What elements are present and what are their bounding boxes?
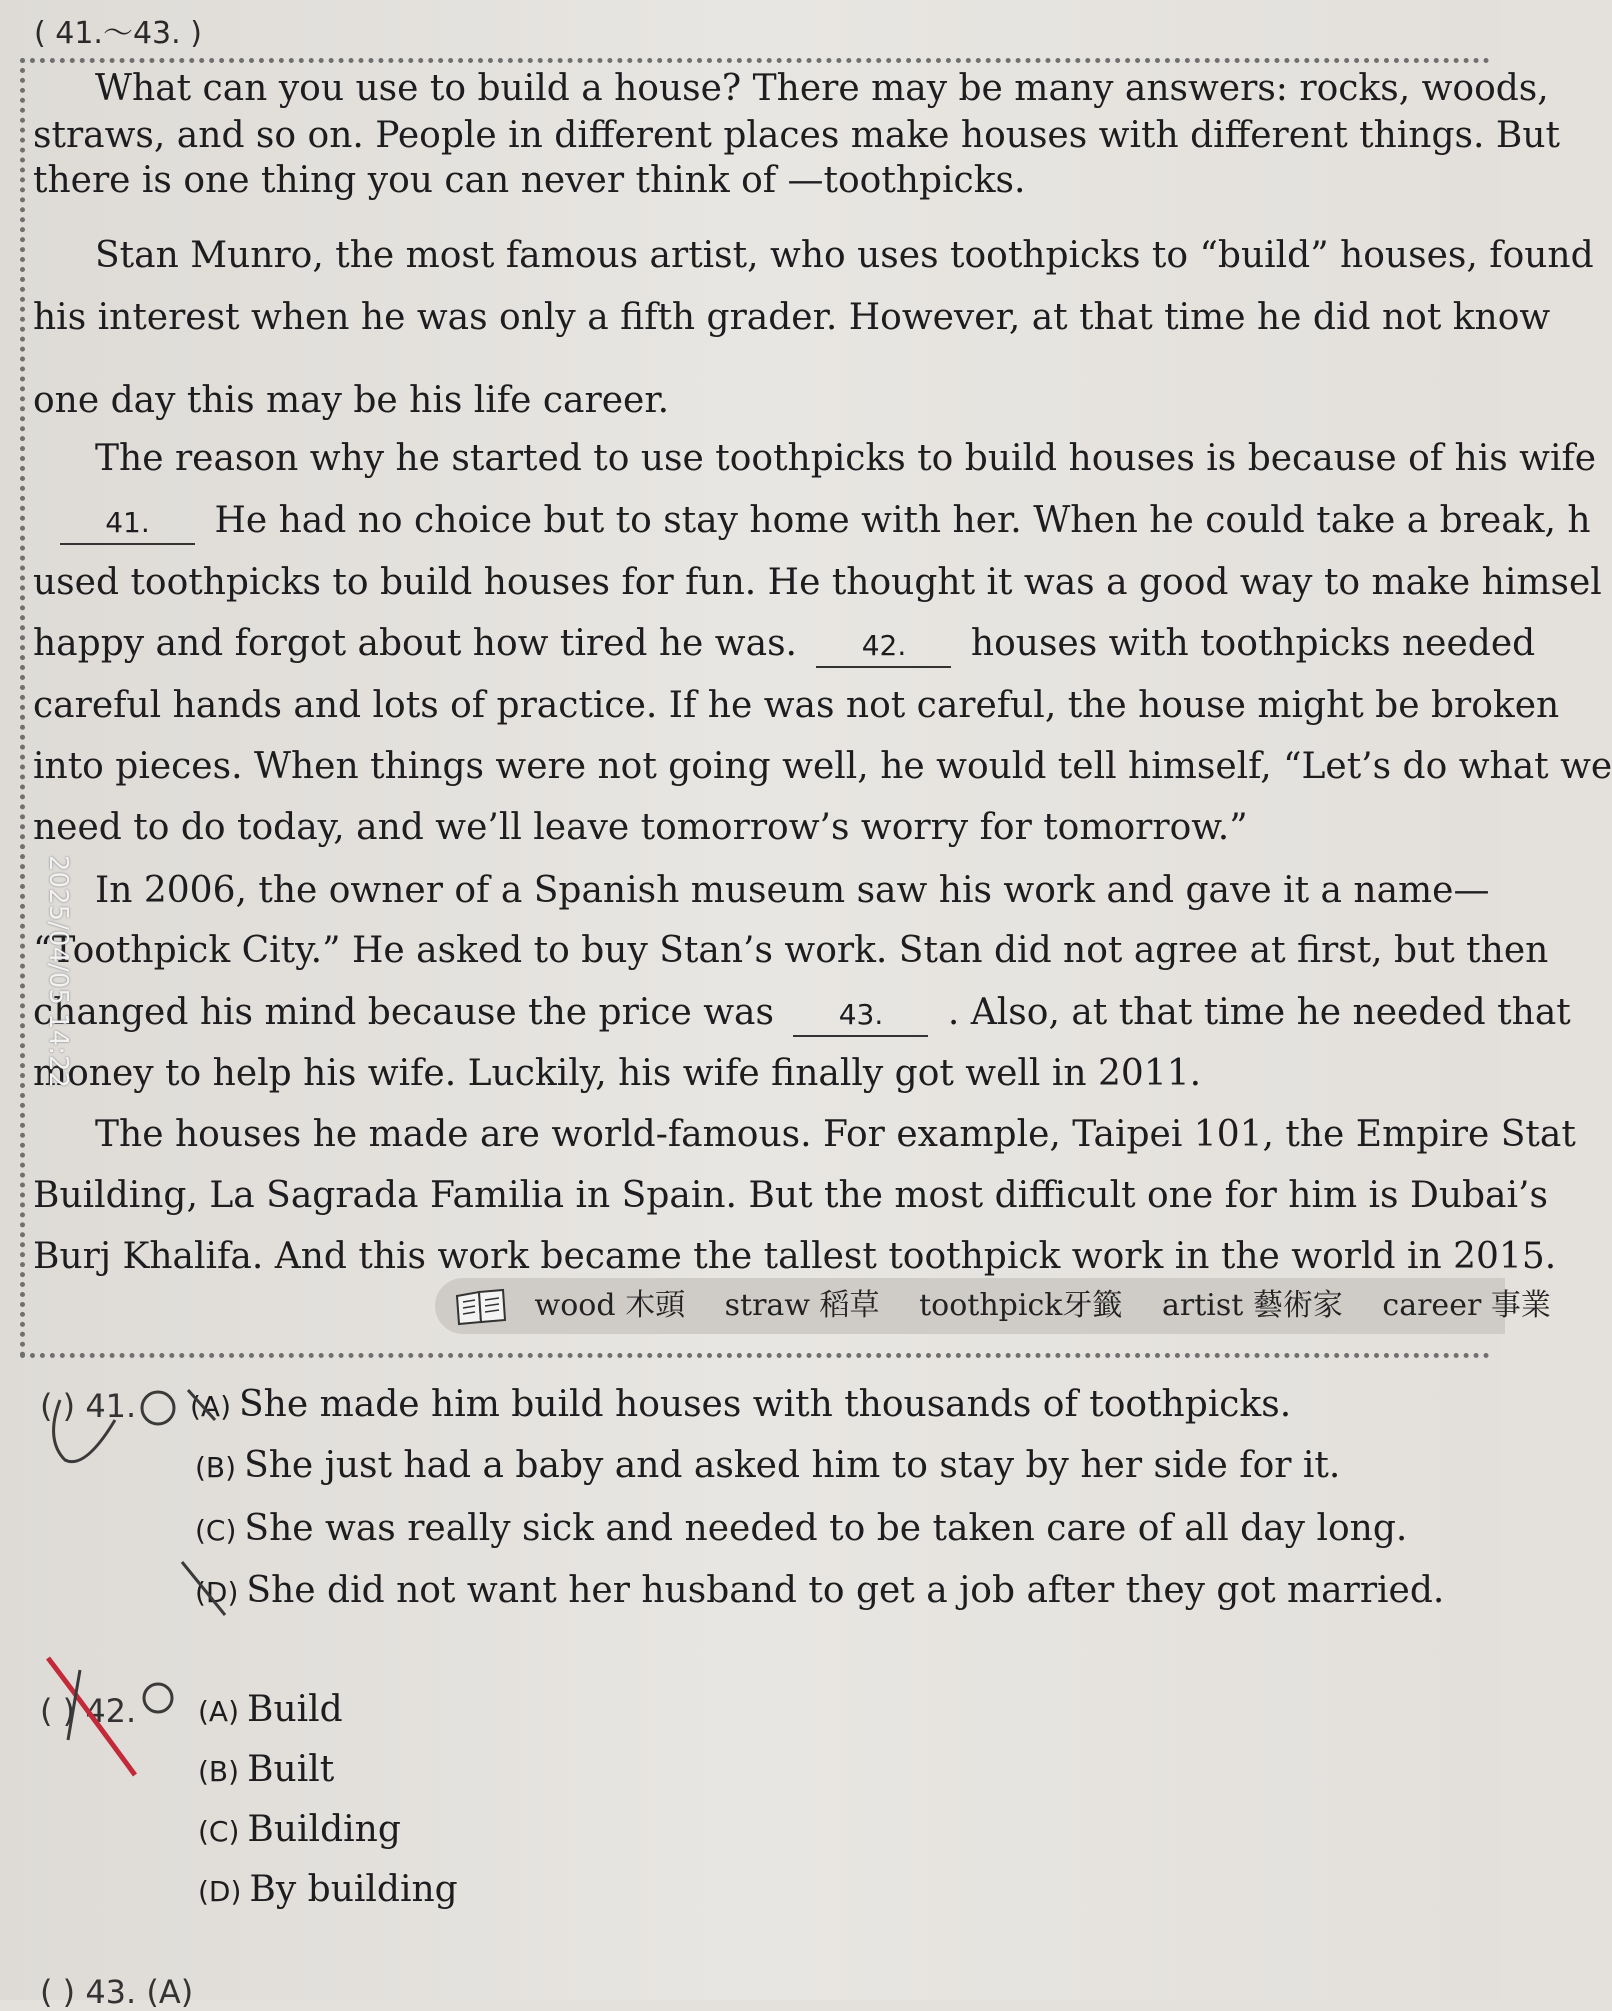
passage-line: his interest when he was only a fifth grader. However, at that time he did not know [33, 297, 1551, 338]
photo-date-stamp: 2025/04/05 14:22 [43, 855, 73, 1089]
vocab-item: artist 藝術家 [1161, 1288, 1343, 1323]
option-c[interactable] [198, 1800, 401, 1862]
option-a[interactable] [190, 1375, 1291, 1437]
blank-41[interactable]: 41. [60, 503, 195, 545]
option-letter: (A) [198, 1695, 240, 1728]
option-letter: (B) [198, 1755, 240, 1788]
passage-line: one day this may be his life career. [33, 380, 670, 421]
question-41 [40, 1375, 1480, 1635]
question-number: ( ) 41. [40, 1387, 137, 1425]
question-number: ( ) 42. [40, 1692, 137, 1730]
passage-line-with-blank [33, 613, 1536, 674]
option-text: She just had a baby and asked him to stay by her side for it. [244, 1445, 1341, 1486]
passage-line: careful hands and lots of practice. If he was not careful, the house might be broken [33, 685, 1560, 726]
passage-line: Burj Khalifa. And this work became the tallest toothpick work in the world in 2015. [33, 1236, 1557, 1277]
vocab-item: wood 木頭 [534, 1288, 686, 1323]
passage-text: houses with toothpicks needed [970, 623, 1536, 664]
passage-line: “Toothpick City.” He asked to buy Stan’s work. Stan did not agree at first, but then [33, 930, 1549, 971]
option-letter: (C) [198, 1815, 240, 1848]
book-icon [455, 1288, 507, 1326]
option-text: Building [247, 1809, 401, 1850]
option-text: Build [247, 1689, 343, 1730]
passage-line: In 2006, the owner of a Spanish museum saw his work and gave it a name— [95, 870, 1490, 911]
option-text: She made him build houses with thousands of toothpicks. [239, 1384, 1292, 1425]
question-43-partial [40, 1965, 1480, 2011]
passage-line: used toothpicks to build houses for fun. He thought it was a good way to make himsel [33, 562, 1602, 603]
option-text: By building [249, 1869, 458, 1910]
option-letter: (B) [195, 1451, 237, 1484]
option-letter: (C) [195, 1514, 237, 1547]
passage-line-with-blank [52, 490, 1591, 551]
option-b[interactable] [195, 1436, 1340, 1498]
passage-text: changed his mind because the price was [33, 992, 774, 1033]
passage-text: . Also, at that time he needed that [947, 992, 1571, 1033]
passage-line: The reason why he started to use toothpicks to build houses is because of his wife [95, 438, 1597, 479]
blank-43[interactable]: 43. [793, 995, 928, 1037]
passage-line: Stan Munro, the most famous artist, who uses toothpicks to “build” houses, found [95, 235, 1594, 276]
option-b[interactable] [198, 1740, 334, 1802]
passage-line: The houses he made are world-famous. For example, Taipei 101, the Empire Stat [95, 1114, 1576, 1155]
option-letter: (D) [195, 1576, 239, 1609]
option-a[interactable] [198, 1680, 343, 1742]
passage-line: there is one thing you can never think of —toothpicks. [33, 160, 1026, 201]
option-letter: (D) [198, 1875, 242, 1908]
option-d[interactable] [195, 1561, 1444, 1623]
passage-text: happy and forgot about how tired he was. [33, 623, 797, 664]
passage-line: into pieces. When things were not going well, he would tell himself, “Let’s do what we [33, 746, 1612, 787]
option-d[interactable] [198, 1860, 458, 1922]
passage-line: What can you use to build a house? There may be many answers: rocks, woods, [95, 68, 1549, 109]
passage-line: need to do today, and we’ll leave tomorrow’s worry for tomorrow.” [33, 807, 1248, 848]
option-text: She did not want her husband to get a job after they got married. [246, 1570, 1445, 1611]
option-text: She was really sick and needed to be taken care of all day long. [244, 1508, 1408, 1549]
option-letter: (A) [190, 1390, 232, 1423]
vocab-item: career 事業 [1382, 1288, 1551, 1323]
vocab-item: toothpick牙籤 [919, 1288, 1123, 1323]
question-number: ( ) 43. (A) [40, 1973, 194, 2011]
option-c[interactable] [195, 1499, 1407, 1561]
vocab-item: straw 稻草 [724, 1288, 880, 1323]
vocabulary-bar [435, 1278, 1551, 1334]
passage-line: Building, La Sagrada Familia in Spain. But the most difficult one for him is Dubai’s [33, 1175, 1548, 1216]
passage-line: money to help his wife. Luckily, his wife finally got well in 2011. [33, 1053, 1202, 1094]
passage-line: straws, and so on. People in different places make houses with different things. But [33, 115, 1560, 156]
passage-line-with-blank [33, 982, 1571, 1043]
option-text: Built [247, 1749, 335, 1790]
question-42 [40, 1680, 1480, 1940]
blank-42[interactable]: 42. [816, 626, 951, 668]
passage-text: He had no choice but to stay home with her. When he could take a break, h [214, 500, 1591, 541]
question-range-label: ( 41.～43. ) [34, 16, 202, 51]
